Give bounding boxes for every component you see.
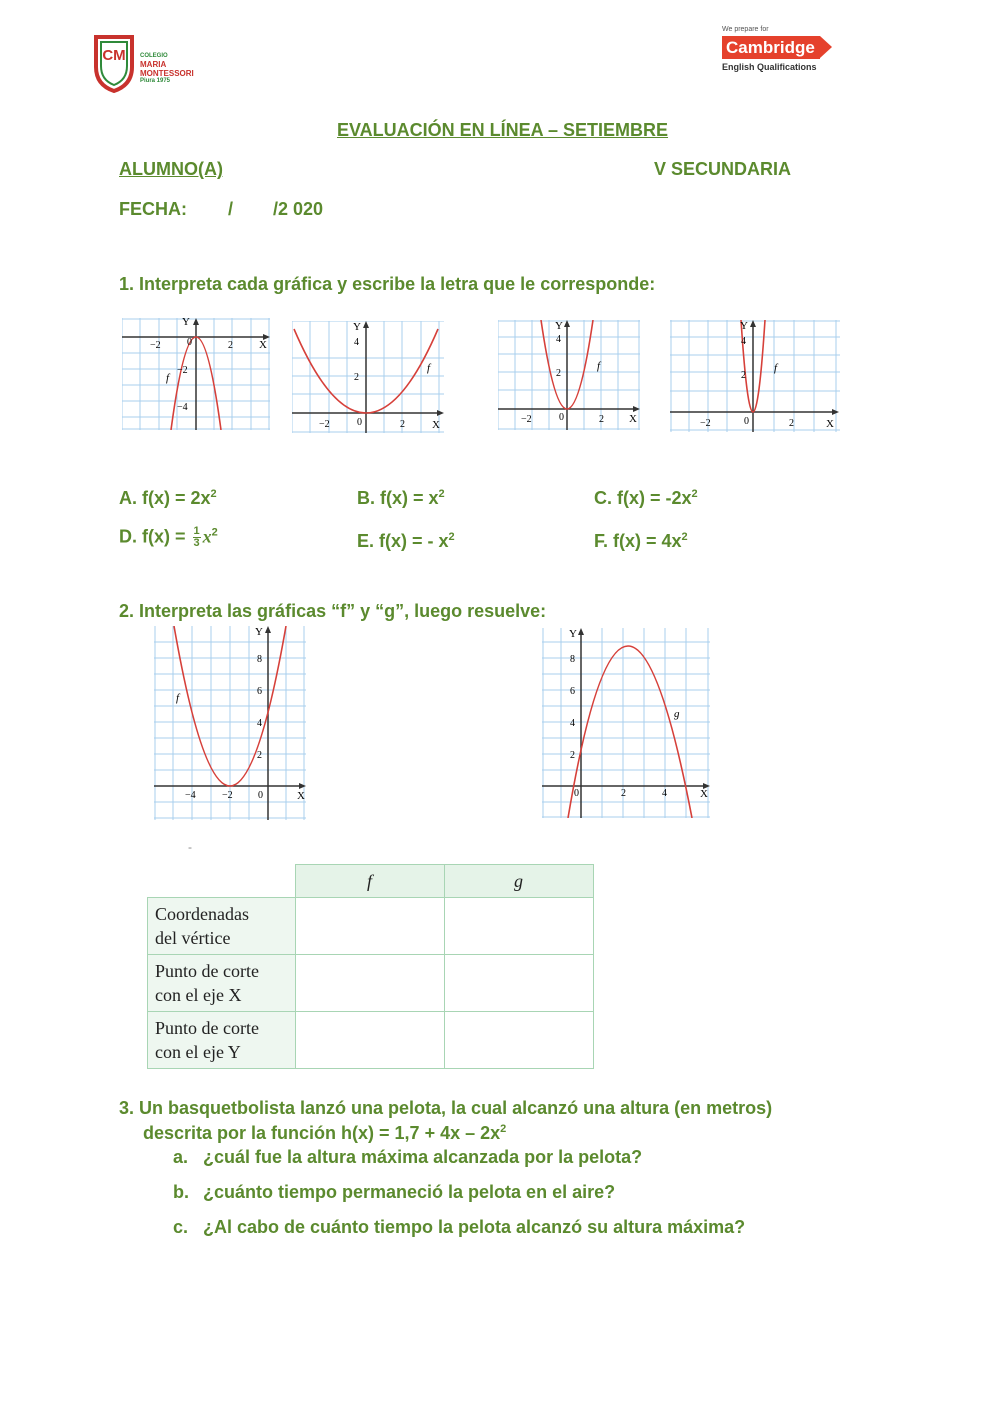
tick-label: −2 xyxy=(177,365,188,376)
option-c: C. $f(x) = -2x^2$ xyxy=(594,488,698,508)
q3-line-2: descrita por la función $h(x) = 1,7 + 4x - 2x^2$ xyxy=(143,1123,507,1143)
y-axis-label: Y xyxy=(255,626,263,638)
school-logo xyxy=(92,33,232,95)
cambridge-logo xyxy=(722,26,842,86)
tick-label: −2 xyxy=(222,790,233,801)
tick-label: 4 xyxy=(662,788,667,799)
tick-label: 2 xyxy=(354,372,359,383)
tick-label: 0 xyxy=(744,416,749,427)
tick-label: 8 xyxy=(257,654,262,665)
tick-label: 2 xyxy=(228,340,233,351)
option-b: B. $f(x) = x^2$ xyxy=(357,488,445,508)
y-axis-label: Y xyxy=(555,320,563,332)
tick-label: 0 xyxy=(559,412,564,423)
curve-label: f xyxy=(166,372,170,384)
school-name-line2: MARIA xyxy=(140,60,167,69)
school-name-line4: Piura 1975 xyxy=(140,78,171,84)
school-name-line1: COLEGIO xyxy=(140,53,168,59)
x-axis-label: X xyxy=(297,790,305,802)
curve-g xyxy=(568,646,692,818)
x-axis-label: X xyxy=(700,788,708,800)
q2-prompt: 2. Interpreta las gráficas “f” y “g”, luego resuelve: xyxy=(119,601,547,621)
tick-label: −2 xyxy=(319,419,330,430)
answer-cell-f-x-intercept[interactable] xyxy=(295,955,444,1012)
tick-label: −2 xyxy=(150,340,161,351)
tick-label: 4 xyxy=(570,718,575,729)
curve-label: f xyxy=(774,362,778,374)
answer-cell-g-vertex[interactable] xyxy=(444,898,593,955)
answer-cell-f-vertex[interactable] xyxy=(295,898,444,955)
x-axis-label: X xyxy=(629,413,637,425)
q1-graph-3 xyxy=(498,320,640,430)
y-axis-label: Y xyxy=(353,321,361,333)
date-year: /2 020 xyxy=(273,199,324,219)
tick-label: −2 xyxy=(700,418,711,429)
date-label: FECHA: xyxy=(119,199,187,219)
x-axis-label: X xyxy=(826,418,834,430)
answer-cell-g-y-intercept[interactable] xyxy=(444,1012,593,1069)
row-label: Coordenadas del vértice xyxy=(148,898,296,955)
tick-label: 0 xyxy=(574,788,579,799)
tick-label: 4 xyxy=(556,334,561,345)
table-row xyxy=(148,898,594,955)
grid xyxy=(670,320,840,432)
x-axis-arrow-icon xyxy=(299,783,306,789)
tick-label: −4 xyxy=(185,790,196,801)
row-label: Punto de corte con el eje Y xyxy=(148,1012,296,1069)
tick-label: −4 xyxy=(177,402,188,413)
tick-label: 2 xyxy=(621,788,626,799)
school-logo-mark: CM xyxy=(102,47,126,64)
tick-label: 0 xyxy=(258,790,263,801)
y-axis-arrow-icon xyxy=(265,626,271,633)
tick-label: 2 xyxy=(741,370,746,381)
column-header-g: g xyxy=(444,865,593,898)
q2-graph-g xyxy=(542,628,710,818)
answer-cell-g-x-intercept[interactable] xyxy=(444,955,593,1012)
cambridge-tagline: We prepare for xyxy=(722,26,769,33)
option-d: D. f(x) = $\frac{1}{3}$ $x^2$ xyxy=(119,525,218,549)
tick-label: 2 xyxy=(599,414,604,425)
q1-prompt: 1. Interpreta cada gráfica y escribe la letra que le corresponde: xyxy=(119,274,656,294)
curve-label: f xyxy=(176,692,180,704)
x-axis-arrow-icon xyxy=(437,410,444,416)
y-axis-arrow-icon xyxy=(363,321,369,328)
tick-label: 0 xyxy=(357,417,362,428)
tick-label: 2 xyxy=(556,368,561,379)
cambridge-badge xyxy=(722,36,820,59)
curve-label: f xyxy=(427,362,431,374)
option-a: A. $f(x) = 2x^2$ xyxy=(119,488,217,508)
option-f: F. $f(x) = 4x^2$ xyxy=(594,531,688,551)
tick-label: 2 xyxy=(570,750,575,761)
y-axis-arrow-icon xyxy=(578,628,584,635)
tick-label: −2 xyxy=(521,414,532,425)
vertex-table xyxy=(147,864,594,1069)
table-header-row xyxy=(148,865,594,898)
answer-cell-f-y-intercept[interactable] xyxy=(295,1012,444,1069)
row-label: Punto de corte con el eje X xyxy=(148,955,296,1012)
x-axis-label: X xyxy=(432,419,440,431)
q3-item-a: a. ¿cuál fue la altura máxima alcanzada por la pelota? xyxy=(173,1147,643,1167)
tick-label: 4 xyxy=(741,336,746,347)
curve-label: g xyxy=(674,708,680,720)
table-row xyxy=(148,955,594,1012)
y-axis-label: Y xyxy=(569,628,577,640)
y-axis-label: Y xyxy=(740,320,748,332)
x-axis-label: X xyxy=(259,339,267,351)
tick-label: 6 xyxy=(570,686,575,697)
tick-label: 8 xyxy=(570,654,575,665)
option-e: E. f(x) = - $x^2$ xyxy=(357,531,455,551)
q3-line-1: 3. Un basquetbolista lanzó una pelota, la cual alcanzó una altura (en metros) xyxy=(119,1098,773,1118)
q2-graph-f xyxy=(154,626,306,820)
q1-graph-1 xyxy=(122,318,270,430)
cambridge-arrow-icon xyxy=(820,36,832,58)
stray-mark: - xyxy=(188,840,192,854)
y-axis-label: Y xyxy=(182,318,190,328)
page-title: EVALUACIÓN EN LÍNEA – SETIEMBRE xyxy=(337,120,669,140)
school-name-line3: MONTESSORI xyxy=(140,69,194,78)
tick-label: 0 xyxy=(187,337,192,348)
cambridge-subtitle: English Qualifications xyxy=(722,62,817,72)
curve-label: f xyxy=(597,360,601,372)
tick-label: 2 xyxy=(257,750,262,761)
q3-item-b: b. ¿cuánto tiempo permaneció la pelota en el aire? xyxy=(173,1182,616,1202)
column-header-f: f xyxy=(295,865,444,898)
tick-label: 4 xyxy=(354,337,359,348)
q3-item-c: c. ¿Al cabo de cuánto tiempo la pelota alcanzó su altura máxima? xyxy=(173,1217,746,1237)
student-label: ALUMNO(A) xyxy=(119,159,223,179)
fraction: $\frac{1}{3}$ xyxy=(193,525,200,549)
cambridge-name: Cambridge xyxy=(726,38,815,57)
q1-graph-4 xyxy=(670,320,840,432)
table-row xyxy=(148,1012,594,1069)
tick-label: 2 xyxy=(789,418,794,429)
tick-label: 4 xyxy=(257,718,262,729)
tick-label: 6 xyxy=(257,686,262,697)
tick-label: 2 xyxy=(400,419,405,430)
grid xyxy=(498,320,640,430)
grid xyxy=(292,321,444,433)
grid xyxy=(542,628,710,818)
date-slash: / xyxy=(228,199,234,219)
grade-label: V SECUNDARIA xyxy=(654,159,792,179)
q1-graph-2 xyxy=(292,321,444,433)
